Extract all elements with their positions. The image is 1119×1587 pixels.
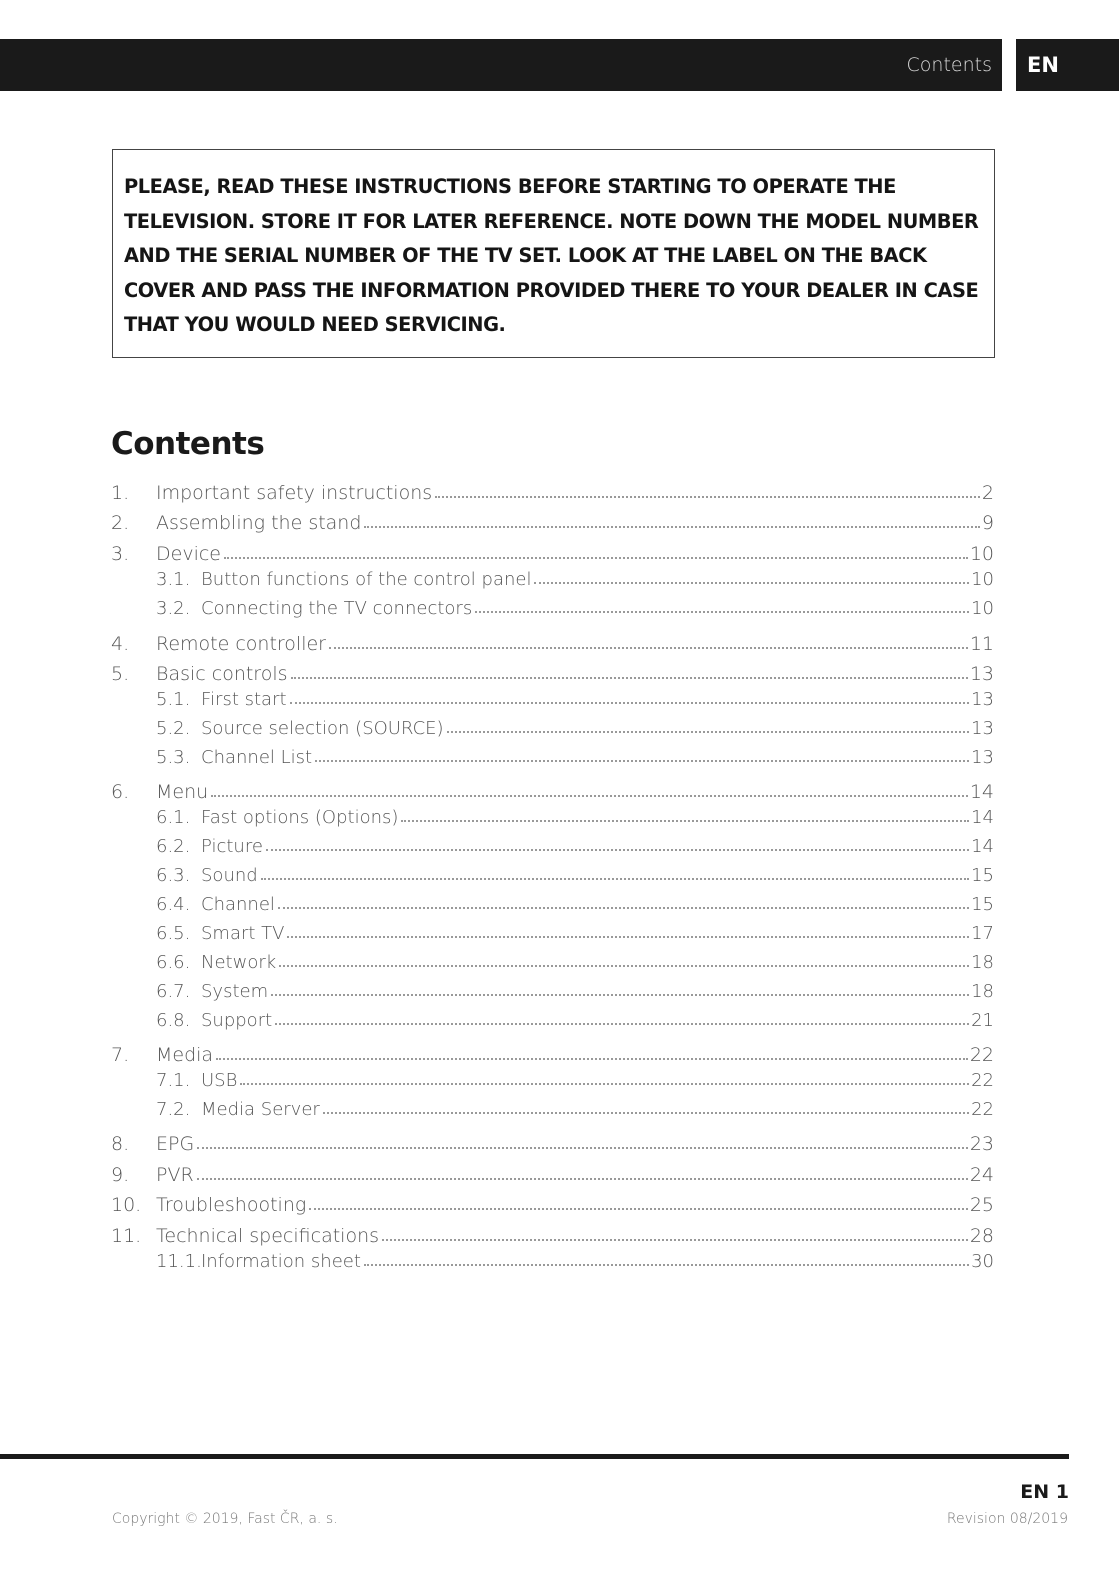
toc-entry[interactable] <box>111 802 994 828</box>
toc-entry-label: Troubleshooting <box>156 1194 307 1216</box>
toc-entry-page: 24 <box>969 1164 994 1186</box>
toc-entry-page: 10 <box>971 598 994 619</box>
toc-leader-dots <box>266 849 969 851</box>
footer-divider <box>0 1454 1069 1459</box>
notice-box: PLEASE, READ THESE INSTRUCTIONS BEFORE STARTING TO OPERATE THE TELEVISION. STORE IT FOR LATER REFERENCE. NOTE DOWN THE MODEL NUMBER AND THE SERIAL NUMBER OF THE TV SET. LOOK AT THE LABEL ON THE BACK COVER AND PASS THE INFORMATION PROVIDED THERE TO YOUR DEALER IN CASE THAT YOU WOULD NEED SERVICING. <box>112 149 995 358</box>
toc-entry-label: System <box>201 981 269 1002</box>
toc-entry-page: 14 <box>971 807 994 828</box>
toc-leader-dots <box>382 1239 968 1241</box>
toc-entry-number: 6.2. <box>156 836 191 857</box>
toc-entry[interactable] <box>111 1127 994 1155</box>
toc-entry-number: 6.1. <box>156 807 191 828</box>
toc-leader-dots <box>309 1208 968 1210</box>
toc-entry-label: Device <box>156 543 221 565</box>
toc-entry[interactable] <box>111 860 994 886</box>
toc-leader-dots <box>291 677 968 679</box>
toc-leader-dots <box>435 496 980 498</box>
toc-entry-number: 7.2. <box>156 1099 191 1120</box>
toc-entry-label: Information sheet <box>201 1251 361 1272</box>
toc-entry-page: 18 <box>971 981 994 1002</box>
toc-entry-label: Sound <box>201 865 258 886</box>
toc-entry-label: Fast options (Options) <box>201 807 399 828</box>
toc-entry-label: PVR <box>156 1164 194 1186</box>
toc-leader-dots <box>279 965 969 967</box>
toc-entry-number: 6.5. <box>156 923 191 944</box>
toc-entry-number: 6. <box>111 781 130 803</box>
toc-leader-dots <box>261 878 969 880</box>
toc-leader-dots <box>401 820 969 822</box>
toc-entry-number: 3. <box>111 543 130 565</box>
toc-leader-dots <box>290 702 970 704</box>
toc-entry-number: 6.7. <box>156 981 191 1002</box>
toc-leader-dots <box>475 611 969 613</box>
toc-entry[interactable] <box>111 1158 994 1186</box>
toc-entry-number: 1. <box>111 482 130 504</box>
toc-entry-number: 7. <box>111 1044 130 1066</box>
toc-entry-number: 5.1. <box>156 689 191 710</box>
toc-entry[interactable] <box>111 1038 994 1066</box>
toc-entry[interactable] <box>111 947 994 973</box>
toc-entry-page: 30 <box>971 1251 994 1272</box>
toc-leader-dots <box>447 731 970 733</box>
toc-entry-number: 7.1. <box>156 1070 191 1091</box>
toc-entry-label: Assembling the stand <box>156 512 362 534</box>
toc-entry-page: 23 <box>969 1133 994 1155</box>
page-number: EN 1 <box>1020 1481 1069 1503</box>
toc-entry-label: Remote controller <box>156 633 326 655</box>
toc-entry-number: 11. <box>111 1225 142 1247</box>
toc-entry-number: 6.8. <box>156 1010 191 1031</box>
toc-entry-number: 4. <box>111 633 130 655</box>
toc-leader-dots <box>278 907 969 909</box>
toc-entry-page: 22 <box>969 1044 994 1066</box>
toc-entry-number: 8. <box>111 1133 130 1155</box>
toc-entry-page: 9 <box>981 512 994 534</box>
toc-entry[interactable] <box>111 684 994 710</box>
language-badge: EN <box>1016 39 1119 91</box>
toc-entry-label: Picture <box>201 836 263 857</box>
toc-entry-page: 22 <box>971 1070 994 1091</box>
toc-entry-number: 3.2. <box>156 598 191 619</box>
toc-entry-page: 14 <box>971 836 994 857</box>
toc-entry-label: Smart TV <box>201 923 285 944</box>
toc-entry[interactable] <box>111 1188 994 1216</box>
toc-entry-label: Source selection (SOURCE) <box>201 718 444 739</box>
toc-entry-page: 15 <box>971 894 994 915</box>
toc-entry-number: 10. <box>111 1194 142 1216</box>
toc-entry-page: 15 <box>971 865 994 886</box>
toc-entry-page: 13 <box>969 663 994 685</box>
toc-leader-dots <box>197 1178 968 1180</box>
toc-entry[interactable] <box>111 976 994 1002</box>
toc-leader-dots <box>315 760 969 762</box>
toc-entry-label: USB <box>201 1070 238 1091</box>
toc-entry[interactable] <box>111 1219 994 1247</box>
toc-entry-number: 5.3. <box>156 747 191 768</box>
toc-entry-number: 5.2. <box>156 718 191 739</box>
contents-heading: Contents <box>111 426 265 462</box>
toc-entry-label: Support <box>201 1010 273 1031</box>
toc-leader-dots <box>224 557 968 559</box>
toc-leader-dots <box>240 1083 969 1085</box>
toc-entry-number: 9. <box>111 1164 130 1186</box>
toc-leader-dots <box>211 795 968 797</box>
toc-entry[interactable] <box>111 476 994 504</box>
toc-leader-dots <box>197 1147 968 1149</box>
toc-entry-number: 5. <box>111 663 130 685</box>
toc-leader-dots <box>275 1023 969 1025</box>
toc-entry[interactable] <box>111 657 994 685</box>
toc-entry-page: 13 <box>971 747 994 768</box>
toc-entry-page: 14 <box>969 781 994 803</box>
toc-entry[interactable] <box>111 1005 994 1031</box>
toc-entry[interactable] <box>111 1065 994 1091</box>
toc-entry-label: Network <box>201 952 277 973</box>
toc-entry-label: Important safety instructions <box>156 482 433 504</box>
toc-entry-number: 3.1. <box>156 569 191 590</box>
toc-entry-page: 10 <box>969 543 994 565</box>
toc-entry-label: Channel <box>201 894 275 915</box>
toc-entry-number: 6.3. <box>156 865 191 886</box>
toc-entry-number: 6.6. <box>156 952 191 973</box>
toc-entry-number: 11.1. <box>156 1251 202 1272</box>
header-title: Contents <box>906 54 992 76</box>
toc-entry[interactable] <box>111 775 994 803</box>
toc-entry-page: 13 <box>971 689 994 710</box>
toc-entry-page: 13 <box>971 718 994 739</box>
toc-entry[interactable] <box>111 831 994 857</box>
header-bar <box>0 39 1002 91</box>
toc-leader-dots <box>364 526 979 528</box>
toc-entry-page: 18 <box>971 952 994 973</box>
toc-entry[interactable] <box>111 918 994 944</box>
toc-entry[interactable] <box>111 1246 994 1272</box>
toc-leader-dots <box>287 936 969 938</box>
toc-entry-label: Connecting the TV connectors <box>201 598 473 619</box>
toc-leader-dots <box>216 1058 968 1060</box>
toc-entry-label: Media Server <box>201 1099 320 1120</box>
toc-leader-dots <box>323 1112 969 1114</box>
toc-entry-label: Basic controls <box>156 663 288 685</box>
toc-entry[interactable] <box>111 1094 994 1120</box>
toc-entry[interactable] <box>111 564 994 590</box>
toc-entry-page: 25 <box>969 1194 994 1216</box>
toc-entry-label: Channel List <box>201 747 313 768</box>
toc-entry[interactable] <box>111 627 994 655</box>
toc-leader-dots <box>364 1264 969 1266</box>
toc-leader-dots <box>534 582 969 584</box>
toc-entry[interactable] <box>111 593 994 619</box>
toc-entry-page: 17 <box>971 923 994 944</box>
toc-entry-page: 2 <box>981 482 994 504</box>
toc-entry-page: 11 <box>969 633 994 655</box>
toc-entry-label: Technical specifications <box>156 1225 380 1247</box>
toc-entry-label: Media <box>156 1044 214 1066</box>
toc-entry-page: 22 <box>971 1099 994 1120</box>
toc-entry-page: 10 <box>971 569 994 590</box>
toc-entry[interactable] <box>111 742 994 768</box>
toc-entry-label: Menu <box>156 781 209 803</box>
toc-entry-label: EPG <box>156 1133 195 1155</box>
toc-entry-label: First start <box>201 689 287 710</box>
toc-entry[interactable] <box>111 506 994 534</box>
toc-entry-label: Button functions of the control panel <box>201 569 532 590</box>
toc-entry[interactable] <box>111 713 994 739</box>
toc-leader-dots <box>271 994 969 996</box>
toc-entry-page: 28 <box>969 1225 994 1247</box>
copyright-text: Copyright © 2019, Fast ČR, a. s. <box>112 1511 338 1527</box>
toc-entry[interactable] <box>111 889 994 915</box>
toc-entry-number: 6.4. <box>156 894 191 915</box>
toc-leader-dots <box>329 647 968 649</box>
revision-text: Revision 08/2019 <box>946 1511 1068 1527</box>
toc-entry[interactable] <box>111 537 994 565</box>
toc-entry-number: 2. <box>111 512 130 534</box>
toc-entry-page: 21 <box>971 1010 994 1031</box>
